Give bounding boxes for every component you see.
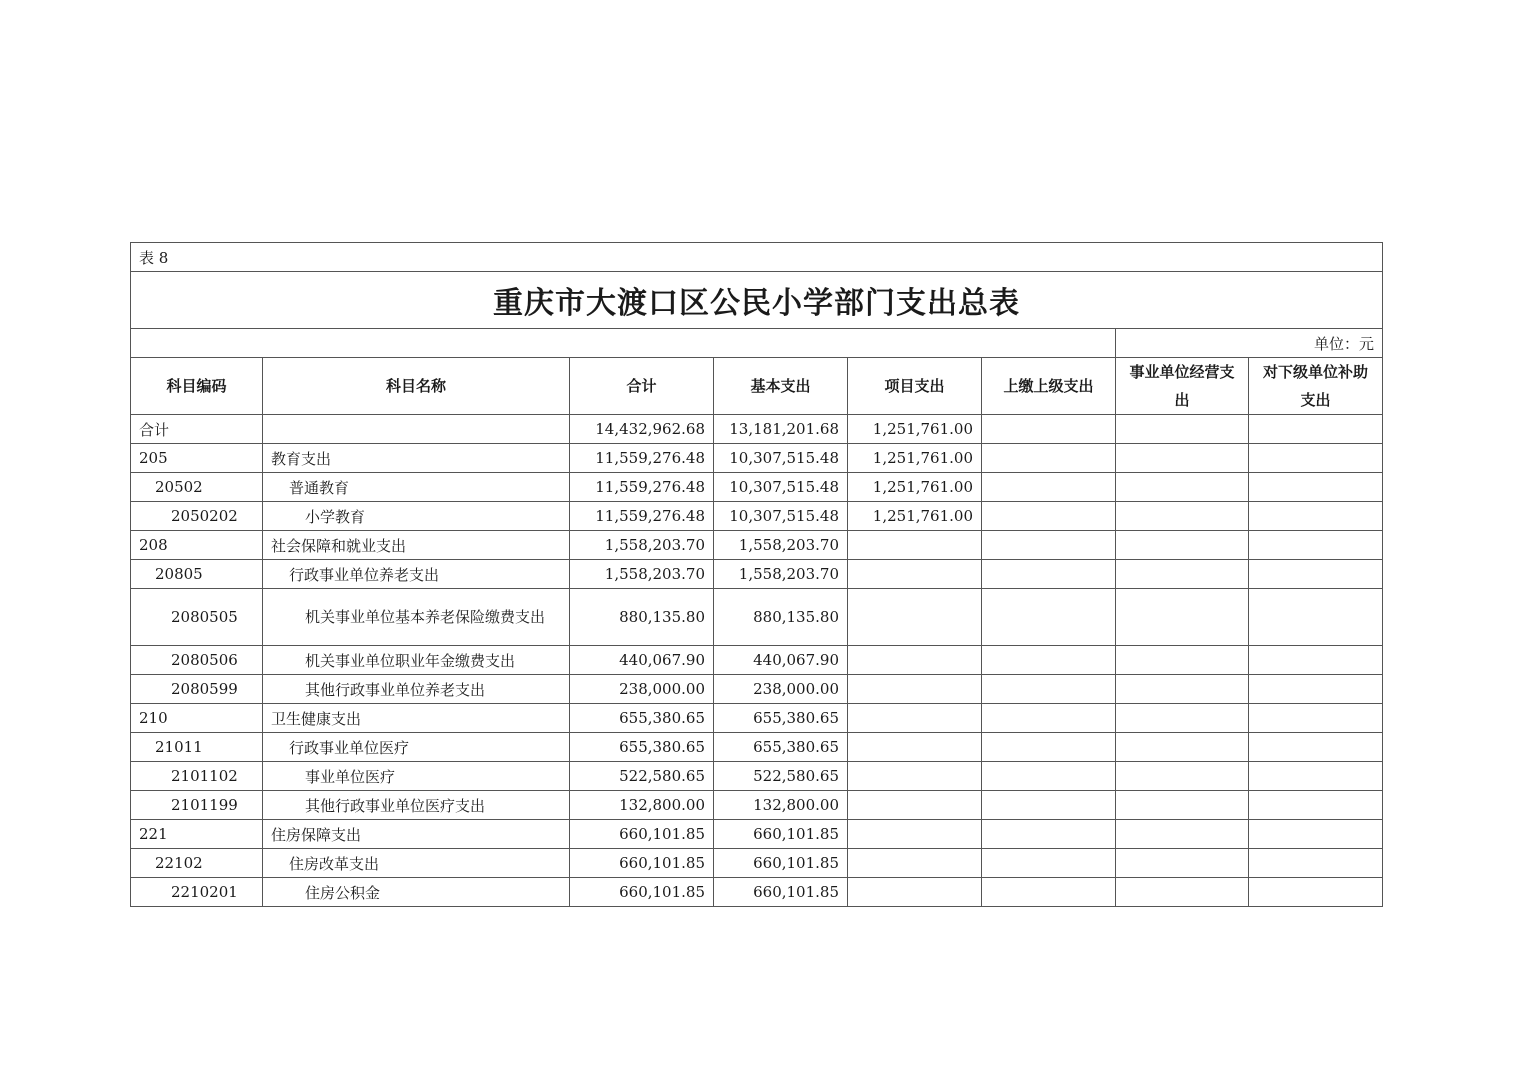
table-row: [131, 849, 1383, 878]
table-row: [131, 589, 1383, 646]
cell-upper: [982, 762, 1116, 791]
cell-business: [1116, 820, 1249, 849]
cell-basic: 238,000.00: [714, 675, 848, 704]
cell-upper: [982, 531, 1116, 560]
cell-upper: [982, 878, 1116, 907]
cell-business: [1116, 415, 1249, 444]
cell-code: 20502: [131, 473, 263, 502]
cell-project: 1,251,761.00: [848, 415, 982, 444]
cell-subsidy: [1249, 820, 1383, 849]
cell-basic: 660,101.85: [714, 878, 848, 907]
header-total: 合计: [570, 358, 714, 415]
cell-business: [1116, 733, 1249, 762]
cell-upper: [982, 415, 1116, 444]
cell-name: 普通教育: [263, 473, 570, 502]
table-label-row: [131, 243, 1383, 272]
cell-project: [848, 704, 982, 733]
header-business: 事业单位经营支出: [1116, 358, 1249, 415]
header-upper: 上缴上级支出: [982, 358, 1116, 415]
cell-code: 2080505: [131, 589, 263, 646]
table-row: [131, 791, 1383, 820]
cell-total: 14,432,962.68: [570, 415, 714, 444]
cell-subsidy: [1249, 646, 1383, 675]
cell-subsidy: [1249, 415, 1383, 444]
cell-subsidy: [1249, 473, 1383, 502]
cell-upper: [982, 589, 1116, 646]
cell-project: [848, 560, 982, 589]
cell-upper: [982, 791, 1116, 820]
cell-total: 655,380.65: [570, 704, 714, 733]
table-row: [131, 502, 1383, 531]
cell-business: [1116, 502, 1249, 531]
cell-code: 2080599: [131, 675, 263, 704]
cell-basic: 440,067.90: [714, 646, 848, 675]
cell-project: [848, 849, 982, 878]
cell-name: 机关事业单位基本养老保险缴费支出: [263, 589, 570, 646]
cell-business: [1116, 849, 1249, 878]
cell-basic: 10,307,515.48: [714, 444, 848, 473]
cell-project: [848, 791, 982, 820]
cell-code: 20805: [131, 560, 263, 589]
header-code: 科目编码: [131, 358, 263, 415]
table-row: [131, 704, 1383, 733]
cell-total: 132,800.00: [570, 791, 714, 820]
table-row: [131, 415, 1383, 444]
header-basic: 基本支出: [714, 358, 848, 415]
cell-subsidy: [1249, 849, 1383, 878]
expenditure-table: [130, 242, 1383, 907]
cell-upper: [982, 675, 1116, 704]
cell-basic: 10,307,515.48: [714, 502, 848, 531]
cell-project: [848, 589, 982, 646]
cell-code: 2101102: [131, 762, 263, 791]
cell-basic: 1,558,203.70: [714, 560, 848, 589]
cell-business: [1116, 560, 1249, 589]
cell-total: 1,558,203.70: [570, 531, 714, 560]
cell-total: 655,380.65: [570, 733, 714, 762]
cell-upper: [982, 820, 1116, 849]
cell-subsidy: [1249, 589, 1383, 646]
unit-row: [131, 329, 1383, 358]
cell-total: 522,580.65: [570, 762, 714, 791]
cell-name: 住房保障支出: [263, 820, 570, 849]
cell-upper: [982, 849, 1116, 878]
cell-upper: [982, 473, 1116, 502]
cell-basic: 10,307,515.48: [714, 473, 848, 502]
cell-code: 21011: [131, 733, 263, 762]
cell-project: 1,251,761.00: [848, 502, 982, 531]
cell-upper: [982, 733, 1116, 762]
cell-basic: 655,380.65: [714, 733, 848, 762]
cell-business: [1116, 878, 1249, 907]
cell-project: [848, 675, 982, 704]
cell-code: 208: [131, 531, 263, 560]
cell-name: 其他行政事业单位医疗支出: [263, 791, 570, 820]
cell-subsidy: [1249, 762, 1383, 791]
cell-name: 社会保障和就业支出: [263, 531, 570, 560]
table-row: [131, 646, 1383, 675]
cell-subsidy: [1249, 704, 1383, 733]
cell-basic: 132,800.00: [714, 791, 848, 820]
cell-total: 660,101.85: [570, 878, 714, 907]
cell-project: [848, 762, 982, 791]
cell-total: 660,101.85: [570, 849, 714, 878]
cell-project: 1,251,761.00: [848, 473, 982, 502]
table-row: [131, 733, 1383, 762]
cell-name: 事业单位医疗: [263, 762, 570, 791]
header-name: 科目名称: [263, 358, 570, 415]
cell-total: 880,135.80: [570, 589, 714, 646]
cell-name: 机关事业单位职业年金缴费支出: [263, 646, 570, 675]
cell-name: 住房公积金: [263, 878, 570, 907]
title-row: [131, 272, 1383, 329]
cell-business: [1116, 791, 1249, 820]
cell-subsidy: [1249, 502, 1383, 531]
cell-total: 440,067.90: [570, 646, 714, 675]
cell-business: [1116, 646, 1249, 675]
table-row: [131, 675, 1383, 704]
header-subsidy: 对下级单位补助支出: [1249, 358, 1383, 415]
cell-subsidy: [1249, 531, 1383, 560]
cell-code: 210: [131, 704, 263, 733]
cell-basic: 880,135.80: [714, 589, 848, 646]
cell-basic: 13,181,201.68: [714, 415, 848, 444]
cell-business: [1116, 762, 1249, 791]
cell-code: 2050202: [131, 502, 263, 531]
cell-name: 住房改革支出: [263, 849, 570, 878]
cell-code: 合计: [131, 415, 263, 444]
cell-project: [848, 531, 982, 560]
cell-upper: [982, 502, 1116, 531]
cell-upper: [982, 646, 1116, 675]
cell-total: 11,559,276.48: [570, 502, 714, 531]
cell-upper: [982, 704, 1116, 733]
cell-code: 205: [131, 444, 263, 473]
cell-business: [1116, 589, 1249, 646]
table-row: [131, 762, 1383, 791]
cell-project: [848, 733, 982, 762]
cell-name: 小学教育: [263, 502, 570, 531]
cell-business: [1116, 704, 1249, 733]
cell-business: [1116, 444, 1249, 473]
cell-total: 11,559,276.48: [570, 473, 714, 502]
cell-subsidy: [1249, 560, 1383, 589]
cell-total: 1,558,203.70: [570, 560, 714, 589]
cell-code: 221: [131, 820, 263, 849]
cell-basic: 1,558,203.70: [714, 531, 848, 560]
cell-business: [1116, 531, 1249, 560]
cell-upper: [982, 444, 1116, 473]
cell-upper: [982, 560, 1116, 589]
cell-subsidy: [1249, 791, 1383, 820]
cell-subsidy: [1249, 675, 1383, 704]
cell-code: 2101199: [131, 791, 263, 820]
cell-subsidy: [1249, 878, 1383, 907]
table-row: [131, 531, 1383, 560]
cell-business: [1116, 473, 1249, 502]
cell-name: 其他行政事业单位养老支出: [263, 675, 570, 704]
cell-total: 660,101.85: [570, 820, 714, 849]
cell-code: 2080506: [131, 646, 263, 675]
table-label: 表 8: [131, 243, 1383, 272]
page-title: 重庆市大渡口区公民小学部门支出总表: [131, 272, 1383, 329]
unit-label: 单位：元: [1116, 329, 1383, 358]
cell-basic: 660,101.85: [714, 849, 848, 878]
cell-total: 238,000.00: [570, 675, 714, 704]
cell-basic: 660,101.85: [714, 820, 848, 849]
cell-project: 1,251,761.00: [848, 444, 982, 473]
cell-subsidy: [1249, 733, 1383, 762]
cell-subsidy: [1249, 444, 1383, 473]
cell-project: [848, 820, 982, 849]
cell-project: [848, 646, 982, 675]
table-row: [131, 473, 1383, 502]
cell-basic: 655,380.65: [714, 704, 848, 733]
header-row: [131, 358, 1383, 415]
cell-basic: 522,580.65: [714, 762, 848, 791]
cell-name: 行政事业单位养老支出: [263, 560, 570, 589]
cell-name: 行政事业单位医疗: [263, 733, 570, 762]
table-row: [131, 878, 1383, 907]
cell-business: [1116, 675, 1249, 704]
cell-total: 11,559,276.48: [570, 444, 714, 473]
cell-name: 教育支出: [263, 444, 570, 473]
cell-name: [263, 415, 570, 444]
cell-code: 22102: [131, 849, 263, 878]
cell-code: 2210201: [131, 878, 263, 907]
unit-spacer: [131, 329, 1116, 358]
table-row: [131, 560, 1383, 589]
header-project: 项目支出: [848, 358, 982, 415]
table-row: [131, 820, 1383, 849]
table-row: [131, 444, 1383, 473]
cell-name: 卫生健康支出: [263, 704, 570, 733]
cell-project: [848, 878, 982, 907]
